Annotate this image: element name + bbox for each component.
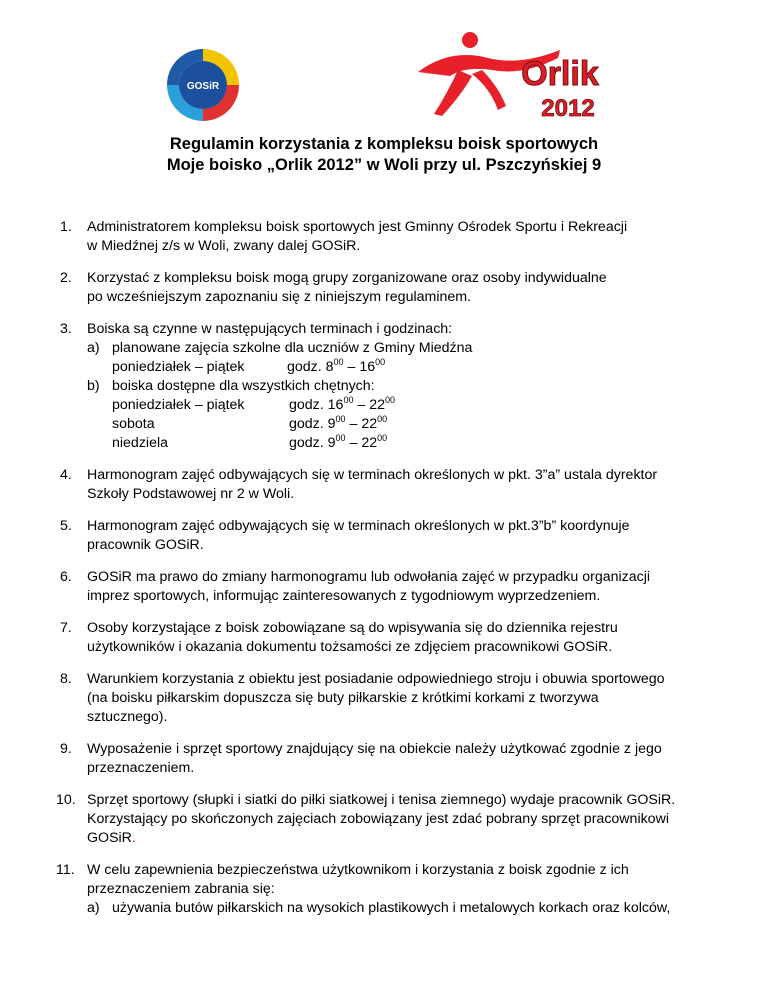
regulations-list xyxy=(56,218,740,931)
schedule-row xyxy=(87,396,740,415)
schedule-day: niedziela xyxy=(112,435,169,451)
item-text: imprez sportowych, informując zainteresowanych z tygodniowym wyprzedzeniem. xyxy=(87,588,601,604)
sub-item-label: b) xyxy=(87,378,100,394)
list-item xyxy=(56,861,740,918)
item-text: Szkoły Podstawowej nr 2 w Woli. xyxy=(87,486,295,502)
item-text: Sprzęt sportowy (słupki i siatki do piłki siatkowej i tenisa ziemnego) wydaje pracownik GOSiR. xyxy=(87,792,676,808)
item-text: W celu zapewnienia bezpieczeństwa użytkownikom i korzystania z boisk zgodnie z ich xyxy=(87,862,629,878)
schedule-hours: godz. $9^{00} - 22^{00}$ xyxy=(289,433,388,451)
item-number: 3. xyxy=(60,321,72,337)
item-text: przeznaczeniem. xyxy=(87,760,195,776)
item-number: 8. xyxy=(60,671,72,687)
sub-item-b xyxy=(87,377,740,396)
schedule-hours: godz. $9^{00} - 22^{00}$ xyxy=(289,414,388,432)
item-number: 5. xyxy=(60,518,72,534)
title-line-2: Moje boisko „Orlik 2012” w Woli przy ul. Pszczyńskiej 9 xyxy=(166,156,602,174)
item-text: Korzystający po skończonych zajęciach zobowiązany jest zdać pobrany sprzęt pracownikowi xyxy=(87,811,669,827)
item-number: 11. xyxy=(56,862,75,878)
sub-item-a xyxy=(87,339,740,358)
item-number: 4. xyxy=(60,467,72,483)
item-text: GOSiR. xyxy=(87,830,136,846)
schedule-row xyxy=(87,358,740,377)
sub-item-label: a) xyxy=(87,900,100,916)
schedule-hours: godz. $16^{00} - 22^{00}$ xyxy=(289,395,396,413)
list-item xyxy=(60,740,740,778)
item-text: sztucznego). xyxy=(87,709,168,725)
schedule-day: poniedziałek – piątek xyxy=(112,397,245,413)
item-text: GOSiR ma prawo do zmiany harmonogramu lub odwołania zajęć w przypadku organizacji xyxy=(87,569,651,585)
item-text: użytkowników i okazania dokumentu tożsamości ze zdjęciem pracownikowi GOSiR. xyxy=(87,639,613,655)
document-title xyxy=(0,134,768,176)
list-item xyxy=(56,791,740,848)
svg-text:2012: 2012 xyxy=(541,95,595,122)
item-number: 1. xyxy=(60,219,72,235)
list-item-schedule xyxy=(60,320,740,453)
schedule-row xyxy=(87,415,740,434)
list-item xyxy=(60,517,740,555)
list-item xyxy=(60,670,740,727)
item-number: 6. xyxy=(60,569,72,585)
item-number: 10. xyxy=(56,792,76,808)
list-item xyxy=(60,466,740,504)
schedule-day: poniedziałek – piątek xyxy=(112,359,245,375)
svg-text:Orlik: Orlik xyxy=(521,55,599,93)
list-item xyxy=(60,269,740,307)
item-text: Korzystać z kompleksu boisk mogą grupy zorganizowane oraz osoby indywidualne xyxy=(87,270,607,286)
svg-text:GOSiR: GOSiR xyxy=(186,81,220,92)
item-text: (na boisku piłkarskim dopuszcza się buty piłkarskie z krótkimi korkami z tworzywa xyxy=(87,690,599,706)
schedule-row xyxy=(87,434,740,453)
list-item xyxy=(60,619,740,657)
item-text: Wyposażenie i sprzęt sportowy znajdujący się na obiekcie należy użytkować zgodnie z jego xyxy=(87,741,662,757)
item-text: po wcześniejszym zapoznaniu się z niniejszym regulaminem. xyxy=(87,289,472,305)
list-item xyxy=(60,218,740,256)
item-text: Osoby korzystające z boisk zobowiązane są do wpisywania się do dziennika rejestru xyxy=(87,620,618,636)
header-logos xyxy=(0,0,768,125)
item-text: Harmonogram zajęć odbywających się w terminach określonych w pkt. 3”a” ustala dyrektor xyxy=(87,467,658,483)
item-text: Warunkiem korzystania z obiektu jest posiadanie odpowiedniego stroju i obuwia sportowego xyxy=(87,671,665,687)
schedule-hours: godz. $8^{00} - 16^{00}$ xyxy=(287,357,386,375)
item-number: 9. xyxy=(60,741,72,757)
item-text: Boiska są czynne w następujących terminach i godzinach: xyxy=(87,321,453,337)
item-number: 7. xyxy=(60,620,72,636)
item-text: przeznaczeniem zabrania się: xyxy=(87,881,275,897)
sub-item-text: używania butów piłkarskich na wysokich plastikowych i metalowych korkach oraz kolców, xyxy=(112,900,671,916)
sub-item-a xyxy=(87,899,740,918)
item-text: w Miedźnej z/s w Woli, zwany dalej GOSiR. xyxy=(87,238,361,254)
sub-item-text: planowane zajęcia szkolne dla uczniów z Gminy Miedźna xyxy=(112,340,473,356)
item-text: pracownik GOSiR. xyxy=(87,537,204,553)
item-text: Administratorem kompleksu boisk sportowych jest Gminny Ośrodek Sportu i Rekreacji xyxy=(87,219,628,235)
gosir-logo xyxy=(157,45,249,125)
title-line-1: Regulamin korzystania z kompleksu boisk sportowych xyxy=(169,135,599,153)
sub-item-label: a) xyxy=(87,340,100,356)
list-item xyxy=(60,568,740,606)
item-number: 2. xyxy=(60,270,72,286)
schedule-day: sobota xyxy=(112,416,155,432)
orlik-2012-logo xyxy=(410,30,610,125)
sub-item-text: boiska dostępne dla wszystkich chętnych: xyxy=(112,378,375,394)
item-text: Harmonogram zajęć odbywających się w terminach określonych w pkt.3”b” koordynuje xyxy=(87,518,630,534)
